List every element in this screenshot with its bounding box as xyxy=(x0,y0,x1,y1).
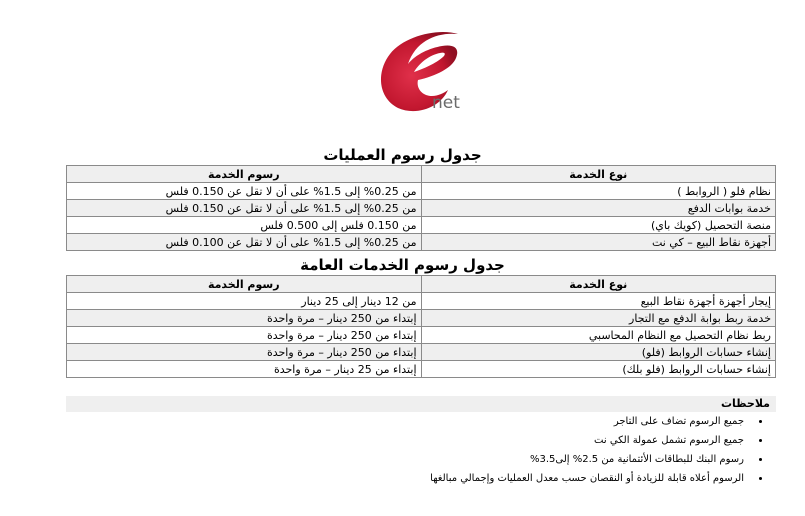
header-service-fee: رسوم الخدمة xyxy=(67,166,422,183)
notes-heading-bar xyxy=(66,396,776,412)
list-item: • جميع الرسوم تشمل عمولة الكي نت xyxy=(66,431,750,450)
table-header-row xyxy=(67,166,776,183)
fee-cell: من 0.25% إلى 1.5% على أن لا تقل عن 0.150 فلس xyxy=(67,183,422,200)
operations-table-title: جدول رسوم العمليات xyxy=(323,146,482,164)
table-row xyxy=(67,217,776,234)
list-item: • جميع الرسوم تضاف على التاجر xyxy=(66,412,750,431)
header-service-type: نوع الخدمة xyxy=(421,276,776,293)
table-row xyxy=(67,327,776,344)
fee-cell: إبتداء من 250 دينار – مرة واحدة xyxy=(67,327,422,344)
notes-heading: ملاحظات xyxy=(721,397,770,410)
fee-cell: من 0.25% إلى 1.5% على أن لا تقل عن 0.150 فلس xyxy=(67,200,422,217)
fee-cell: إبتداء من 25 دينار – مرة واحدة xyxy=(67,361,422,378)
fee-cell: إبتداء من 250 دينار – مرة واحدة xyxy=(67,344,422,361)
list-item: • رسوم البنك للبطاقات الأئتمانية من 2.5% إلى3.5% xyxy=(66,450,750,469)
service-cell: أجهزة نقاط البيع – كي نت xyxy=(421,234,776,251)
operations-fee-table xyxy=(66,165,776,251)
table-row xyxy=(67,361,776,378)
header-service-fee: رسوم الخدمة xyxy=(67,276,422,293)
service-cell: خدمة ربط بوابة الدفع مع التجار xyxy=(421,310,776,327)
general-table-title: جدول رسوم الخدمات العامة xyxy=(300,256,505,274)
list-item: • الرسوم أعلاه قابلة للزيادة أو النقصان حسب معدل العمليات وإجمالي مبالغها xyxy=(66,469,750,488)
service-cell: إنشاء حسابات الروابط (فلو بلك) xyxy=(421,361,776,378)
service-cell: منصة التحصيل (كويك باي) xyxy=(421,217,776,234)
service-cell: إنشاء حسابات الروابط (فلو) xyxy=(421,344,776,361)
logo-net-text: net xyxy=(432,93,460,113)
fee-cell: من 12 دينار إلى 25 دينار xyxy=(67,293,422,310)
service-cell: ربط نظام التحصيل مع النظام المحاسبي xyxy=(421,327,776,344)
fee-cell: إبتداء من 250 دينار – مرة واحدة xyxy=(67,310,422,327)
service-cell: نظام فلو ( الروابط ) xyxy=(421,183,776,200)
table-row xyxy=(67,344,776,361)
table-row xyxy=(67,310,776,327)
table-row xyxy=(67,183,776,200)
fee-cell: من 0.150 فلس إلى 0.500 فلس xyxy=(67,217,422,234)
table-row xyxy=(67,200,776,217)
service-cell: إيجار أجهزة أجهزة نقاط البيع xyxy=(421,293,776,310)
general-services-fee-table xyxy=(66,275,776,378)
table-row xyxy=(67,293,776,310)
table-header-row xyxy=(67,276,776,293)
table-row xyxy=(67,234,776,251)
notes-list xyxy=(66,412,772,488)
header-service-type: نوع الخدمة xyxy=(421,166,776,183)
fee-cell: من 0.25% إلى 1.5% على أن لا تقل عن 0.100 فلس xyxy=(67,234,422,251)
service-cell: خدمة بوابات الدفع xyxy=(421,200,776,217)
